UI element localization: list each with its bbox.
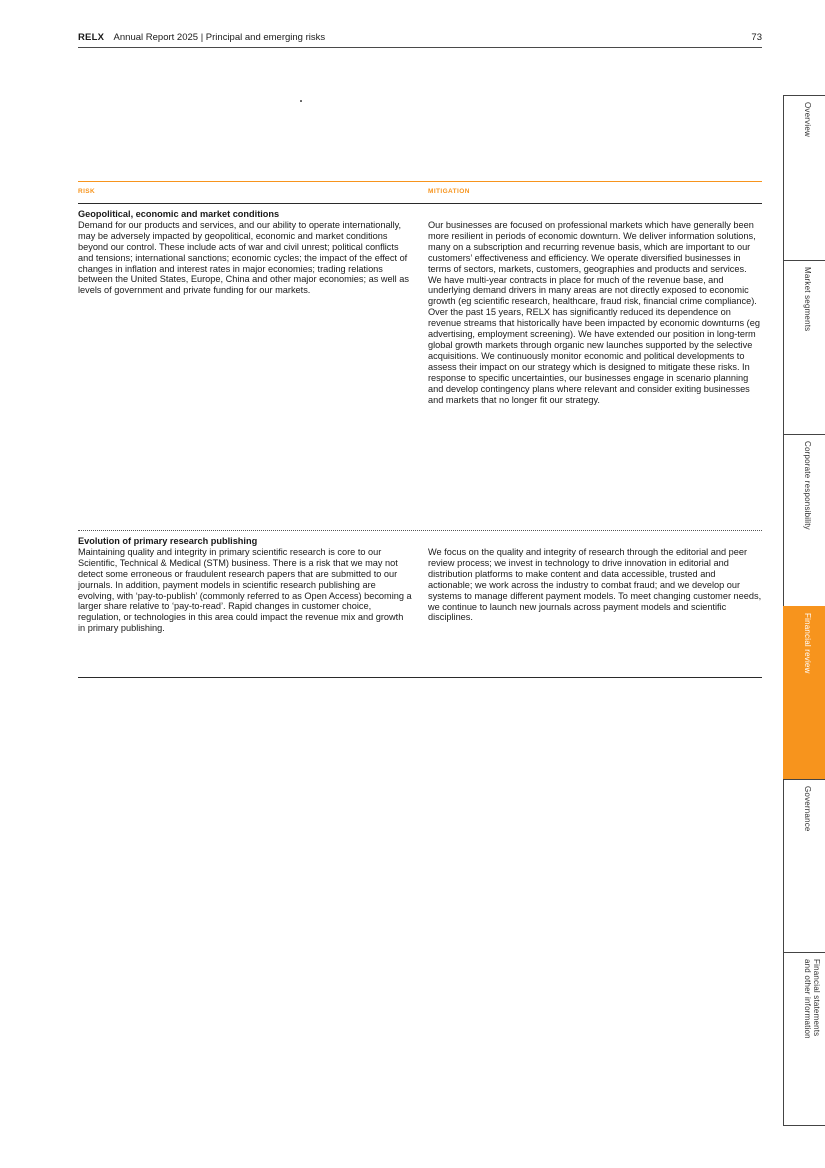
decorative-dot: [300, 100, 302, 102]
page-number: 73: [751, 32, 762, 43]
table-row: [78, 204, 762, 531]
tab-label: Governance: [803, 786, 812, 832]
table-row: [78, 531, 762, 678]
risk-column-header: RISK: [78, 188, 96, 195]
risk-table: [78, 181, 762, 678]
tab-financial-statements[interactable]: [783, 952, 825, 1126]
report-title: Annual Report 2025 | Principal and emerging risks: [113, 32, 326, 43]
risk-cell: [78, 531, 413, 677]
tab-label: Overview: [803, 102, 812, 137]
tab-label: Corporate responsibility: [803, 441, 812, 530]
page-header: [78, 31, 762, 48]
tab-market-segments[interactable]: [783, 260, 825, 434]
tab-governance[interactable]: [783, 779, 825, 952]
tab-corporate-responsibility[interactable]: [783, 434, 825, 606]
tab-financial-review[interactable]: [783, 606, 825, 779]
tab-overview[interactable]: [783, 95, 825, 260]
mitigation-column-header: MITIGATION: [428, 188, 470, 195]
risk-cell: [78, 204, 413, 530]
brand-name: RELX: [78, 32, 105, 43]
risk-description: Demand for our products and services, and our ability to operate internationally, may be adversely impacted by geopolitical, economic and market conditions beyond our control. These include acts of war and civil unrest; political conflicts and tensions; international sanctions; economic cycles; the impact of the effect of changes in inflation and interest rates in major economies; trading relations between the United States, Europe, China and other major economies; as well as levels of government and private funding for our markets.: [78, 219, 409, 296]
risk-title: Geopolitical, economic and market conditions: [78, 209, 280, 219]
mitigation-cell: Our businesses are focused on professional markets which have generally been more resilient in periods of economic downturn. We deliver information solutions, many on a subscription and recurring revenue basis, which are important to our customers’ effectiveness and efficiency. We operate diversified businesses in terms of sectors, markets, customers, geographies and products and services. We have multi-year contracts in place for much of the revenue base, and underlying demand drivers in many areas are not directly exposed to economic growth (eg scientific research, healthcare, fraud risk, financial crime compliance). Over the past 15 years, RELX has significantly reduced its dependence on revenue streams that historically have been impacted by economic downturns (eg advertising, employment screening). We have extended our position in long-term global growth markets through organic new launches supported by the selective acquisitions. We continuously monitor economic and political developments to assess their impact on our strategy which is designed to mitigate these risks. In response to specific uncertainties, our businesses engage in scenario planning and develop contingency plans where relevant and consider exiting businesses and markets that no longer fit our strategy.: [428, 220, 760, 405]
tab-label: Financial statements and other information: [803, 959, 821, 1039]
risk-description: Maintaining quality and integrity in primary scientific research is core to our Scientific, Technical & Medical (STM) business. There is a risk that we may not detect some erroneous or fraudulent research papers that are submitted to our journals. In addition, payment models in scientific research publishing are evolving, with ‘pay-to-publish’ (commonly referred to as Open Access) becoming a larger share relative to ‘pay-to-read’. Rapid changes in customer choice, regulation, or technologies in this area could impact the revenue mix and growth in primary publishing.: [78, 546, 412, 634]
mitigation-cell: We focus on the quality and integrity of research through the editorial and peer review process; we invest in technology to drive innovation in editorial and distribution platforms to make content and data accessible, trusted and actionable; we work across the industry to combat fraud; and we develop our systems to manage different payment models. To meet changing customer needs, we continue to launch new journals across payment models and scientific disciplines.: [428, 547, 762, 623]
risk-title: Evolution of primary research publishing: [78, 536, 258, 546]
table-header: [78, 181, 762, 204]
tab-label: Financial review: [803, 613, 812, 674]
tab-label: Market segments: [803, 267, 812, 332]
